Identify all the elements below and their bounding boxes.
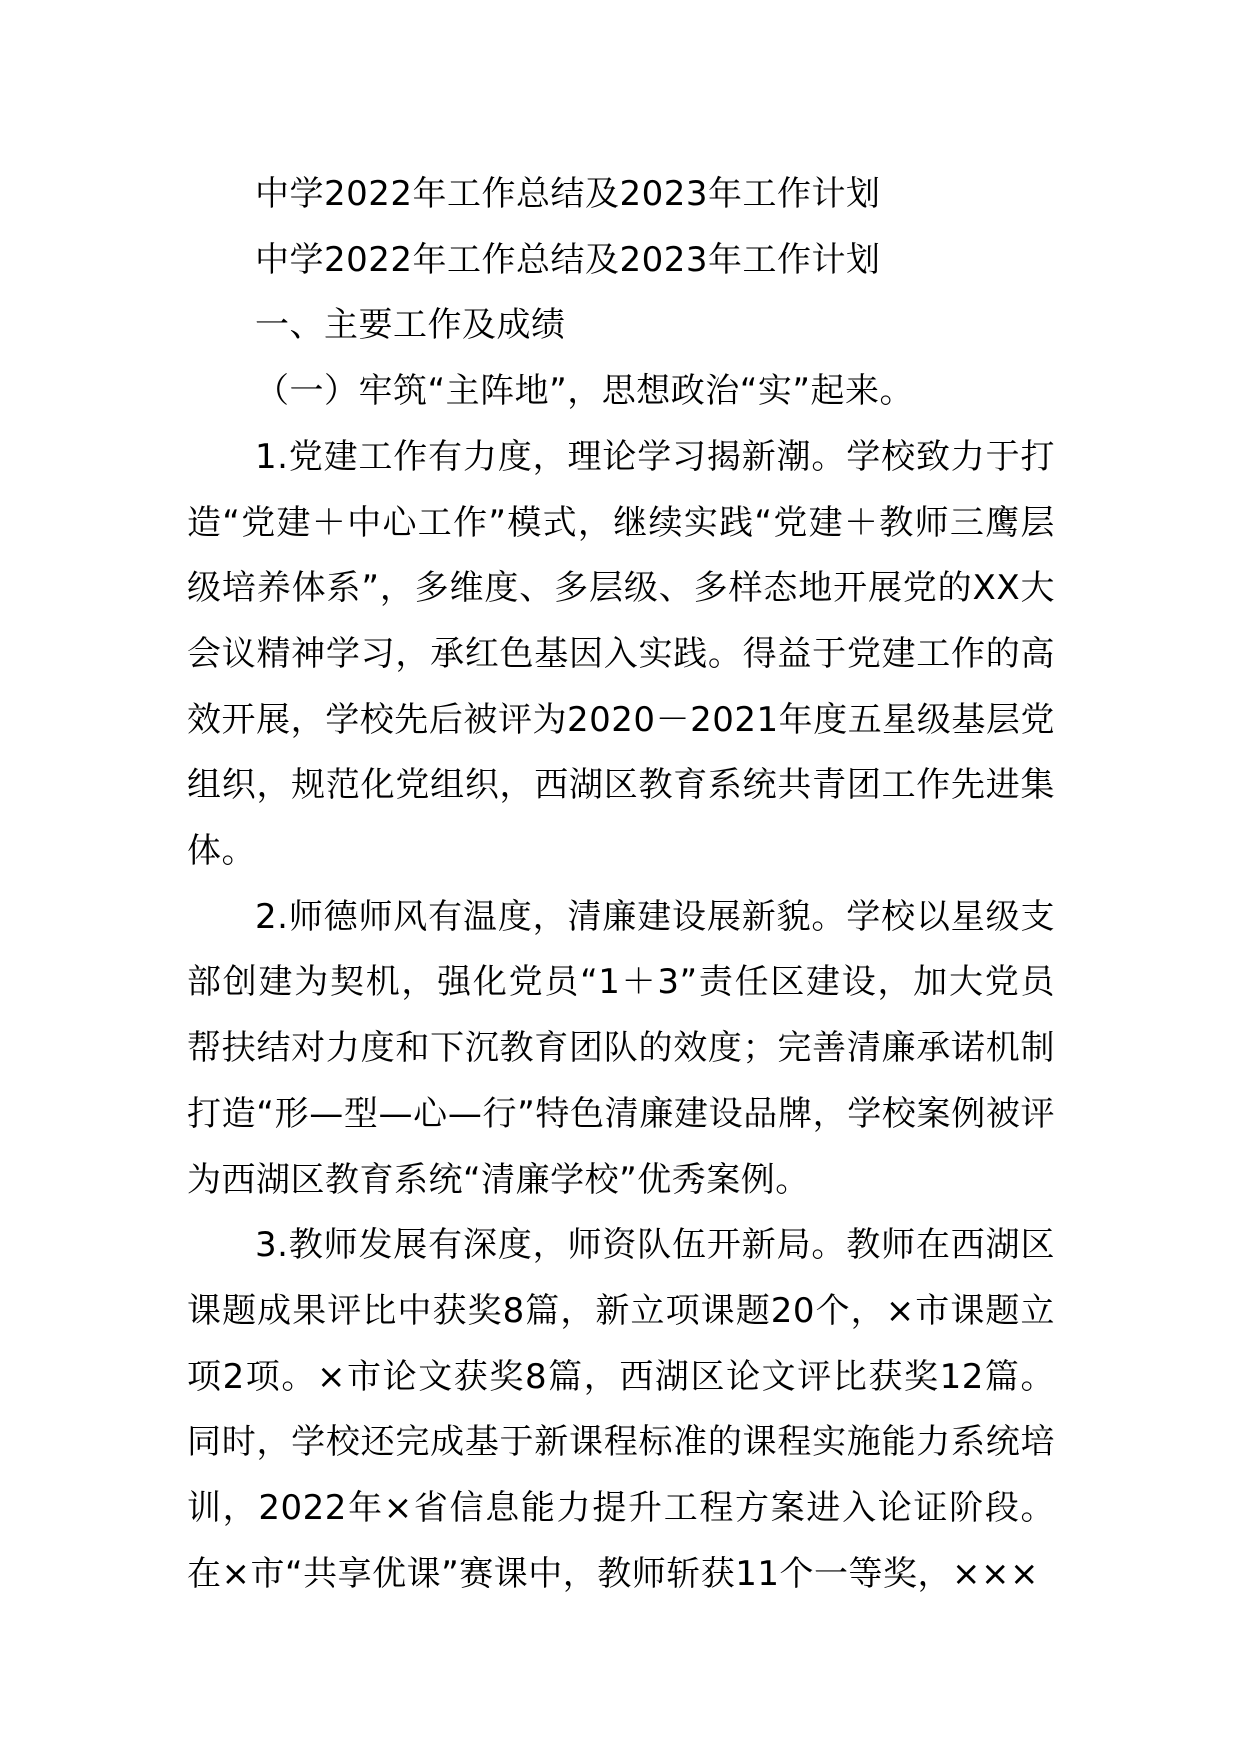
paragraph-teacher-ethics: 2.师德师风有温度，清廉建设展新貌。学校以星级支部创建为契机，强化党员“1＋3”责任区建设，加大党员帮扶结对力度和下沉教育团队的效度；完善清廉承诺机制打造“形—型—心—行”特色清廉建设品牌，学校案例被评为西湖区教育系统“清廉学校”优秀案例。 — [187, 896, 1055, 1200]
document-title: 中学2022年工作总结及2023年工作计划 — [255, 174, 881, 214]
document-body — [187, 162, 1055, 1607]
section-heading: 一、主要工作及成绩 — [255, 305, 566, 346]
paragraph-teacher-development: 3.教师发展有深度，师资队伍开新局。教师在西湖区课题成果评比中获奖8篇，新立项课题20个，×市课题立项2项。×市论文获奖8篇，西湖区论文评比获奖12篇。同时，学校还完成基于新课程标准的课程实施能力系统培训，2022年×省信息能力提升工程方案进入论证阶段。在×市“共享优课”赛课中，教师斩获11个一等奖，××× — [187, 1225, 1055, 1594]
document-subtitle: 中学2022年工作总结及2023年工作计划 — [255, 239, 881, 280]
subsection-heading: （一）牢筑“主阵地”，思想政治“实”起来。 — [255, 371, 914, 412]
paragraph-party-building: 1.党建工作有力度，理论学习揭新潮。学校致力于打造“党建＋中心工作”模式，继续实践“党建＋教师三鹰层级培养体系”，多维度、多层级、多样态地开展党的XX大会议精神学习，承红色基因入实践。得益于党建工作的高效开展，学校先后被评为2020－2021年度五星级基层党组织，规范化党组织，西湖区教育系统共青团工作先进集体。 — [187, 436, 1055, 872]
